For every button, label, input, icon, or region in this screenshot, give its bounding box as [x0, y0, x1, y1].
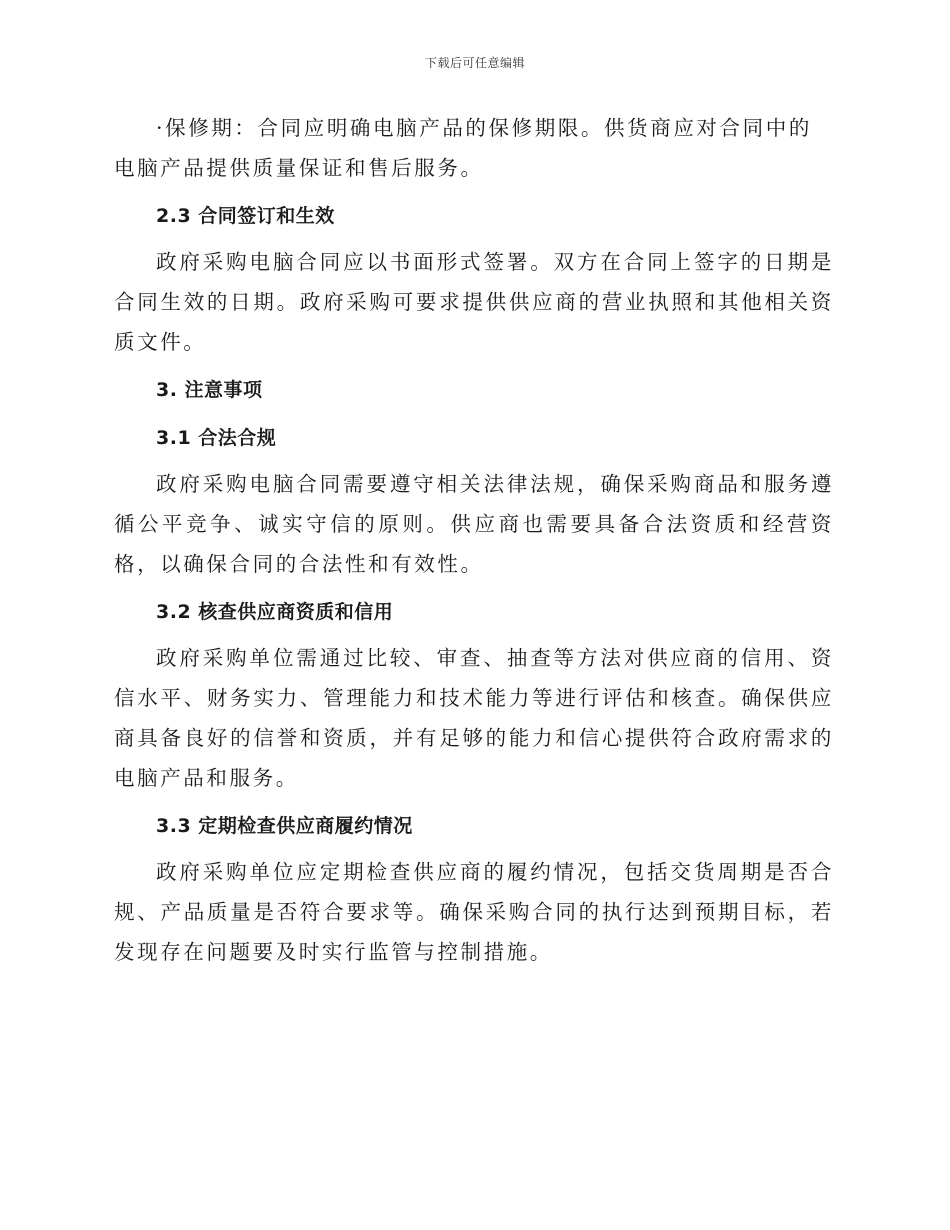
warranty-paragraph: ·保修期：合同应明确电脑产品的保修期限。供货商应对合同中的电脑产品提供质量保证和售后服务。 — [114, 116, 812, 180]
document-body — [114, 108, 834, 972]
paragraph-3-1: 政府采购电脑合同需要遵守相关法律法规，确保采购商品和服务遵循公平竞争、诚实守信的原则。供应商也需要具备合法资质和经营资格，以确保合同的合法性和有效性。 — [114, 472, 834, 576]
paragraph-3-3: 政府采购单位应定期检查供应商的履约情况，包括交货周期是否合规、产品质量是否符合要求等。确保采购合同的执行达到预期目标，若发现存在问题要及时实行监管与控制措施。 — [114, 860, 834, 964]
heading-3: 3. 注意事项 — [156, 379, 263, 401]
heading-3-3: 3.3 定期检查供应商履约情况 — [156, 815, 413, 837]
paragraph-3-2: 政府采购单位需通过比较、审查、抽查等方法对供应商的信用、资信水平、财务实力、管理能力和技术能力等进行评估和核查。确保供应商具备良好的信誉和资质，并有足够的能力和信心提供符合政府需求的电脑产品和服务。 — [114, 646, 834, 790]
heading-3-2: 3.2 核查供应商资质和信用 — [156, 601, 394, 623]
heading-3-1: 3.1 合法合规 — [156, 427, 277, 449]
paragraph-2-3: 政府采购电脑合同应以书面形式签署。双方在合同上签字的日期是合同生效的日期。政府采购可要求提供供应商的营业执照和其他相关资质文件。 — [114, 250, 834, 354]
heading-2-3: 2.3 合同签订和生效 — [156, 205, 335, 227]
page-header-note: 下载后可任意编辑 — [424, 56, 525, 70]
